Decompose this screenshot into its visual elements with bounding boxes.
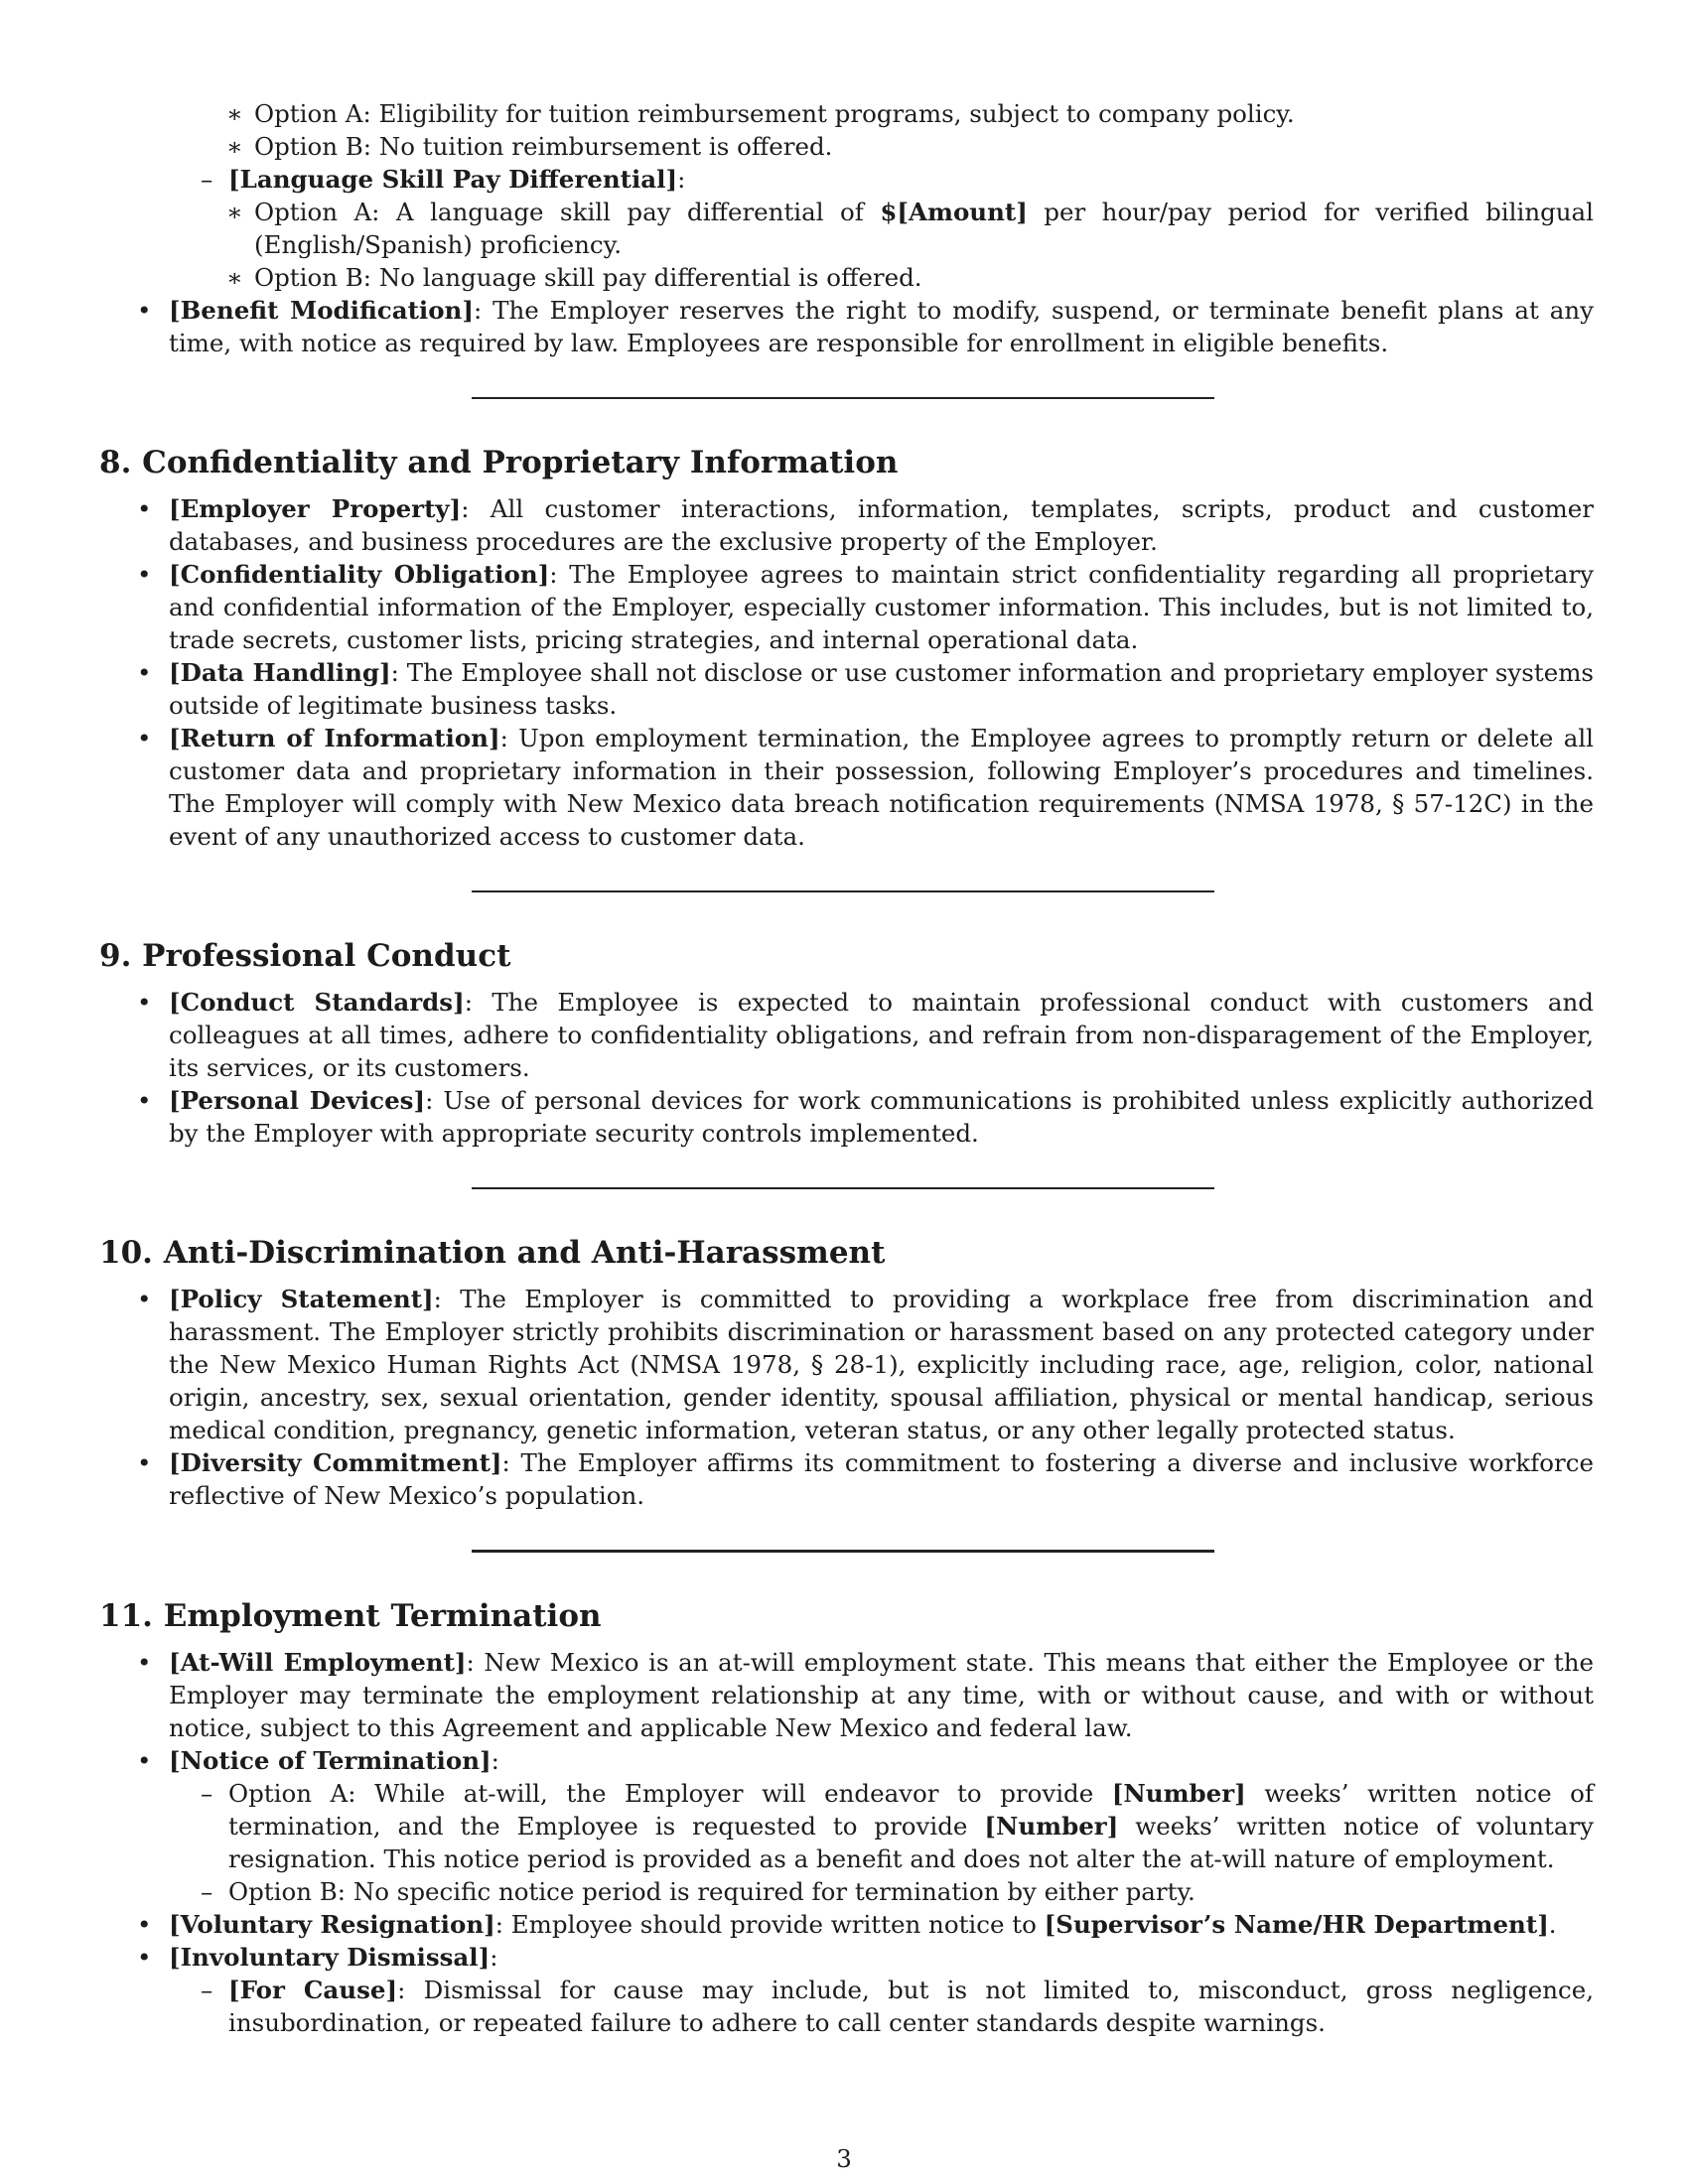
dash-bullet: –	[201, 1976, 213, 2004]
section-divider	[472, 1187, 1214, 1189]
asterisk-bullet: ∗	[226, 263, 243, 292]
list-item-employer-property: • [Employer Property]: All customer interactions, information, templates, scripts, product and customer databases, and business procedures are the exclusive property of the Employer.	[137, 494, 1594, 556]
list-item-notice-of-termination: • [Notice of Termination]:	[137, 1746, 499, 1775]
bullet: •	[137, 1086, 152, 1115]
section-heading-8: 8. Confidentiality and Proprietary Information	[99, 445, 899, 480]
asterisk-bullet: ∗	[226, 132, 243, 161]
list-item-tuition-b: ∗ Option B: No tuition reimbursement is offered.	[226, 132, 833, 161]
list-item-diversity-commitment: • [Diversity Commitment]: The Employer affirms its commitment to fostering a diverse and inclusive workforce reflective of New Mexico’s population.	[137, 1448, 1594, 1510]
bullet: •	[137, 1648, 152, 1677]
bullet: •	[137, 1746, 152, 1775]
list-item-language-b: ∗ Option B: No language skill pay differential is offered.	[226, 263, 922, 292]
asterisk-bullet: ∗	[226, 198, 243, 226]
list-item-conduct-standards: • [Conduct Standards]: The Employee is expected to maintain professional conduct with customers and colleagues at all times, adhere to confidentiality obligations, and refrain from non-disparagement of the Employer, its services, or its customers.	[137, 988, 1594, 1082]
list-item-personal-devices: • [Personal Devices]: Use of personal devices for work communications is prohibited unless explicitly authorized by the Employer with appropriate security controls implemented.	[137, 1086, 1595, 1148]
section-heading-11: 11. Employment Termination	[99, 1598, 602, 1634]
section-heading-10: 10. Anti-Discrimination and Anti-Harassment	[99, 1235, 886, 1271]
list-item-return-of-information: • [Return of Information]: Upon employment termination, the Employee agrees to promptly return or delete all customer data and proprietary information in their possession, following Employer’s procedures and timelines. The Employer will comply with New Mexico data breach notification requirements (NMSA 1978, § 57-12C) in the event of any unauthorized access to customer data.	[137, 724, 1595, 851]
dash-bullet: –	[201, 1877, 213, 1906]
list-item-benefit-modification: • [Benefit Modification]: The Employer reserves the right to modify, suspend, or terminate benefit plans at any time, with notice as required by law. Employees are responsible for enrollment in eligible benefits.	[137, 296, 1594, 357]
bullet: •	[137, 724, 152, 752]
list-item-policy-statement: • [Policy Statement]: The Employer is committed to providing a workplace free from discrimination and harassment. The Employer strictly prohibits discrimination or harassment based on any protected category under the New Mexico Human Rights Act (NMSA 1978, § 28-1), explicitly including race, age, religion, color, national origin, ancestry, sex, sexual orientation, gender identity, spousal affiliation, physical or mental handicap, serious medical condition, pregnancy, genetic information, veteran status, or any other legally protected status.	[137, 1285, 1594, 1444]
section-divider	[472, 1550, 1214, 1553]
bullet: •	[137, 988, 152, 1017]
section-divider	[472, 397, 1214, 399]
section-heading-9: 9. Professional Conduct	[99, 938, 511, 974]
bullet: •	[137, 1910, 152, 1939]
bullet: •	[137, 1448, 152, 1477]
bullet: •	[137, 560, 152, 589]
list-item-confidentiality-obligation: • [Confidentiality Obligation]: The Employee agrees to maintain strict confidentiality regarding all proprietary and confidential information of the Employer, especially customer information. This includes, but is not limited to, trade secrets, customer lists, pricing strategies, and internal operational data.	[137, 560, 1594, 654]
document-page	[99, 97, 1594, 2039]
list-item-involuntary-dismissal: • [Involuntary Dismissal]:	[137, 1943, 498, 1972]
section-divider	[472, 890, 1214, 892]
list-item-language-skill: – [Language Skill Pay Differential]:	[201, 165, 686, 194]
list-item-for-cause: – [For Cause]: Dismissal for cause may include, but is not limited to, misconduct, gross negligence, insubordination, or repeated failure to adhere to call center standards despite warnings.	[201, 1976, 1594, 2037]
list-item-voluntary-resignation: • [Voluntary Resignation]: Employee should provide written notice to [Supervisor’s Name/HR Department].	[137, 1910, 1557, 1939]
dash-bullet: –	[201, 1779, 213, 1808]
dash-bullet: –	[201, 165, 213, 194]
bullet: •	[137, 658, 152, 687]
bullet: •	[137, 494, 152, 523]
asterisk-bullet: ∗	[226, 99, 243, 128]
list-item-language-a: ∗ Option A: A language skill pay differential of $[Amount] per hour/pay period for verified bilingual (English/Spanish) proficiency.	[226, 198, 1594, 259]
list-item-notice-option-b: – Option B: No specific notice period is required for termination by either party.	[201, 1877, 1196, 1906]
list-item-data-handling: • [Data Handling]: The Employee shall not disclose or use customer information and proprietary employer systems outside of legitimate business tasks.	[137, 658, 1594, 720]
list-item-at-will: • [At-Will Employment]: New Mexico is an at-will employment state. This means that either the Employee or the Employer may terminate the employment relationship at any time, with or without cause, and with or without notice, subject to this Agreement and applicable New Mexico and federal law.	[137, 1648, 1594, 1742]
bullet: •	[137, 296, 152, 325]
list-item-notice-option-a: – Option A: While at-will, the Employer will endeavor to provide [Number] weeks’ written notice of termination, and the Employee is requested to provide [Number] weeks’ written notice of voluntary resignation. This notice period is provided as a benefit and does not alter the at-will nature of employment.	[201, 1779, 1594, 1873]
list-item-tuition-a: ∗ Option A: Eligibility for tuition reimbursement programs, subject to company policy.	[226, 99, 1295, 128]
page-number: 3	[836, 2144, 852, 2173]
bullet: •	[137, 1943, 152, 1972]
bullet: •	[137, 1285, 152, 1313]
